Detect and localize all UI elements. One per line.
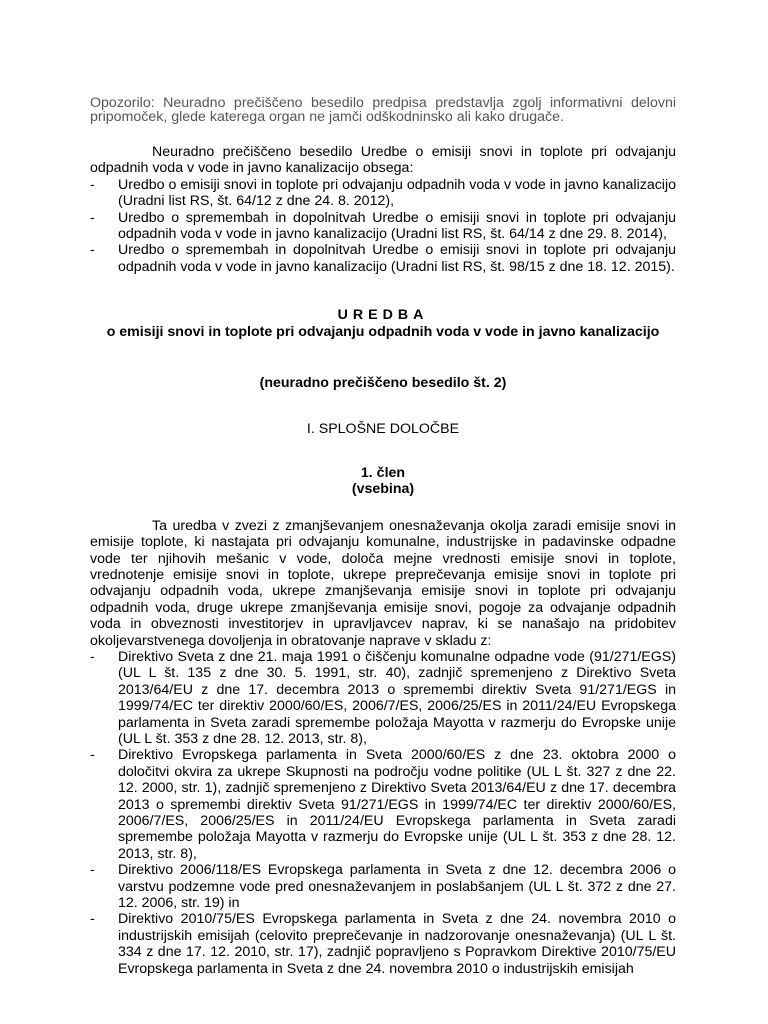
list-item	[90, 242, 676, 275]
article-paragraph: Ta uredba v zvezi z zmanjševanjem onesnaževanja okolja zaradi emisije snovi in emisije toplote, ki nastajata pri odvajanju komunalne, industrijske in padavinske odpadne vode ter njihovih mešanic v vode, določa mejne vrednosti emisije snovi in toplote, vrednotenje emisije snovi in toplote, ukrepe preprečevanja emisije snovi in toplote pri odvajanju odpadnih voda, ukrepe zmanjševanja emisije snovi in toplote pri odvajanju odpadnih voda, druge ukrepe zmanjševanja emisije snovi, pogoje za odvajanje odpadnih voda in obveznosti investitorjev in upravljavcev naprav, ki se nanašajo na pridobitev okoljevarstvenega dovoljenja in obratovanje naprave v skladu z:	[90, 517, 676, 649]
directive-list	[90, 649, 676, 977]
list-item-text: Direktivo 2010/75/ES Evropskega parlamenta in Sveta z dne 24. novembra 2010 o industrijskih emisijah (celovito preprečevanje in nadzorovanje onesnaževanja) (UL L št. 334 z dne 17. 12. 2010, str. 17), zadnjič popravljeno s Popravkom Direktive 2010/75/EU Evropskega parlamenta in Sveta z dne 24. novembra 2010 o industrijskih emisijah	[118, 911, 676, 977]
intro-paragraph: Neuradno prečiščeno besedilo Uredbe o emisiji snovi in toplote pri odvajanju odpadnih voda v vode in javno kanalizacijo obsega:	[90, 144, 676, 177]
list-item-text: Uredbo o emisiji snovi in toplote pri odvajanju odpadnih voda v vode in javno kanalizacijo (Uradni list RS, št. 64/12 z dne 24. 8. 2012),	[118, 176, 676, 210]
list-dash: -	[90, 242, 95, 259]
list-item-text: Direktivo 2006/118/ES Evropskega parlamenta in Sveta z dne 12. decembra 2006 o varstvu podzemne vode pred onesnaževanjem in poslabšanjem (UL L št. 372 z dne 27. 12. 2006, str. 19) in	[118, 862, 676, 912]
document-title: UREDBA	[337, 307, 429, 324]
article-title: (vsebina)	[351, 481, 415, 498]
chapter-heading: I. SPLOŠNE DOLOČBE	[306, 421, 460, 438]
list-dash: -	[90, 747, 95, 764]
list-item-text: Uredbo o spremembah in dopolnitvah Uredbe o emisiji snovi in toplote pri odvajanju odpadnih voda v vode in javno kanalizacijo (Uradni list RS, št. 98/15 z dne 18. 12. 2015).	[118, 242, 676, 275]
list-item	[90, 747, 676, 862]
disclaimer-notice: Opozorilo: Neuradno prečiščeno besedilo predpisa predstavlja zgolj informativni delovni pripomoček, glede katerega organ ne jamči odškodninsko ali kako drugače.	[90, 95, 676, 125]
list-dash: -	[90, 862, 95, 879]
article-number: 1. člen	[360, 464, 406, 481]
list-item	[90, 911, 676, 977]
list-item	[90, 177, 676, 210]
list-dash: -	[90, 209, 95, 226]
list-item	[90, 649, 676, 747]
list-item	[90, 210, 676, 243]
document-subtitle: (neuradno prečiščeno besedilo št. 2)	[259, 375, 507, 392]
list-item	[90, 862, 676, 911]
list-item-text: Uredbo o spremembah in dopolnitvah Uredbe o emisiji snovi in toplote pri odvajanju odpadnih voda v vode in javno kanalizacijo (Uradni list RS, št. 64/14 z dne 29. 8. 2014),	[118, 209, 676, 243]
document-page	[90, 96, 676, 977]
list-dash: -	[90, 648, 95, 665]
consolidation-list	[90, 177, 676, 275]
document-full-title: o emisiji snovi in toplote pri odvajanju odpadnih voda v vode in javno kanalizacijo	[106, 323, 660, 340]
list-dash: -	[90, 911, 95, 928]
list-item-text: Direktivo Sveta z dne 21. maja 1991 o čiščenju komunalne odpadne vode (91/271/EGS) (UL L št. 135 z dne 30. 5. 1991, str. 40), zadnjič spremenjeno z Direktivo Sveta 2013/64/EU z dne 17. decembra 2013 o spremembi direktiv Sveta 91/271/EGS in 1999/74/EC ter direktiv 2000/60/ES, 2006/7/ES, 2006/25/ES in 2011/24/EU Evropskega parlamenta in Sveta zaradi spremembe položaja Mayotta v razmerju do Evropske unije (UL L št. 353 z dne 28. 12. 2013, str. 8),	[118, 648, 676, 747]
list-dash: -	[90, 176, 95, 193]
list-item-text: Direktivo Evropskega parlamenta in Sveta 2000/60/ES z dne 23. oktobra 2000 o določitvi okvira za ukrepe Skupnosti na področju vodne politike (UL L št. 327 z dne 22. 12. 2000, str. 1), zadnjič spremenjeno z Direktivo Sveta 2013/64/EU z dne 17. decembra 2013 o spremembi direktiv Sveta 91/271/EGS in 1999/74/EC ter direktiv 2000/60/ES, 2006/7/ES, 2006/25/ES in 2011/24/EU Evropskega parlamenta in Sveta zaradi spremembe položaja Mayotta v razmerju do Evropske unije (UL L št. 353 z dne 28. 12. 2013, str. 8),	[118, 747, 676, 862]
